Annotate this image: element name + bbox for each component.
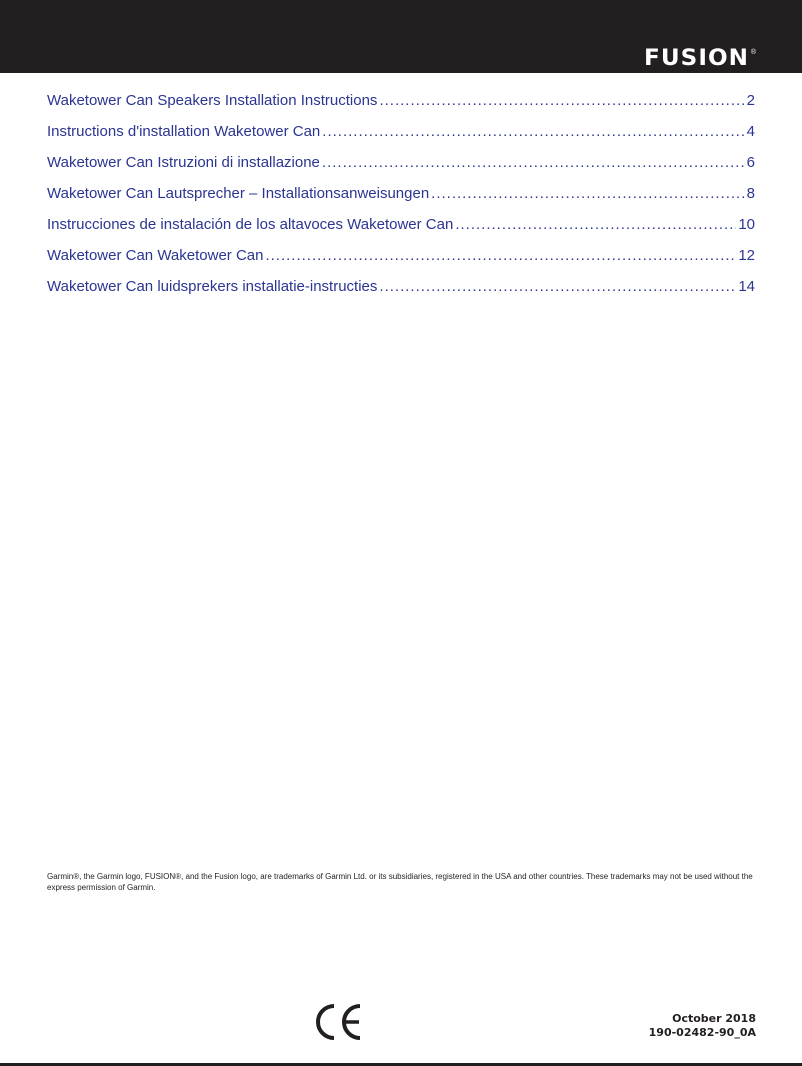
toc-dot-leader (379, 92, 744, 109)
toc-entry-page[interactable]: 4 (746, 123, 755, 140)
logo-wordmark: FUSION (643, 46, 749, 71)
toc-entry[interactable] (47, 185, 755, 211)
ce-mark-icon (314, 1003, 366, 1041)
toc-dot-leader (265, 247, 736, 264)
toc-entry-page[interactable]: 8 (746, 185, 755, 202)
toc-entry-title[interactable]: Waketower Can Speakers Installation Instructions (47, 92, 378, 109)
toc-entry[interactable] (47, 154, 755, 180)
fusion-logo (643, 46, 756, 71)
header-bar (0, 0, 802, 73)
toc-entry-title[interactable]: Waketower Can luidsprekers installatie-instructies (47, 278, 378, 295)
toc-entry[interactable] (47, 123, 755, 149)
trademark-notice: Garmin®, the Garmin logo, FUSION®, and the Fusion logo, are trademarks of Garmin Ltd. or its subsidiaries, registered in the USA and other countries. These trademarks may not be used without the express permission of Garmin. (47, 872, 753, 892)
toc-entry-page[interactable]: 10 (738, 216, 755, 233)
table-of-contents (47, 92, 755, 309)
toc-entry-page[interactable]: 12 (738, 247, 755, 264)
toc-dot-leader (455, 216, 736, 233)
toc-dot-leader (379, 278, 736, 295)
toc-dot-leader (322, 123, 744, 140)
toc-dot-leader (431, 185, 744, 202)
part-number: 190-02482-90_0A (648, 1026, 756, 1039)
toc-entry-title[interactable]: Waketower Can Istruzioni di installazione (47, 154, 320, 171)
toc-entry-title[interactable]: Instrucciones de instalación de los altavoces Waketower Can (47, 216, 454, 233)
toc-entry-title[interactable]: Waketower Can Waketower Can (47, 247, 264, 264)
toc-entry-page[interactable]: 6 (746, 154, 755, 171)
toc-entry-title[interactable]: Instructions d'installation Waketower Can (47, 123, 321, 140)
toc-entry[interactable] (47, 216, 755, 242)
toc-entry-page[interactable]: 14 (738, 278, 755, 295)
toc-entry[interactable] (47, 92, 755, 118)
publication-date: October 2018 (672, 1012, 756, 1025)
toc-entry-title[interactable]: Waketower Can Lautsprecher – Installationsanweisungen (47, 185, 430, 202)
footer-info (649, 1012, 756, 1040)
toc-entry[interactable] (47, 278, 755, 304)
logo-registered-mark: ® (750, 49, 756, 56)
toc-entry-page[interactable]: 2 (746, 92, 755, 109)
toc-entry[interactable] (47, 247, 755, 273)
toc-dot-leader (322, 154, 745, 171)
